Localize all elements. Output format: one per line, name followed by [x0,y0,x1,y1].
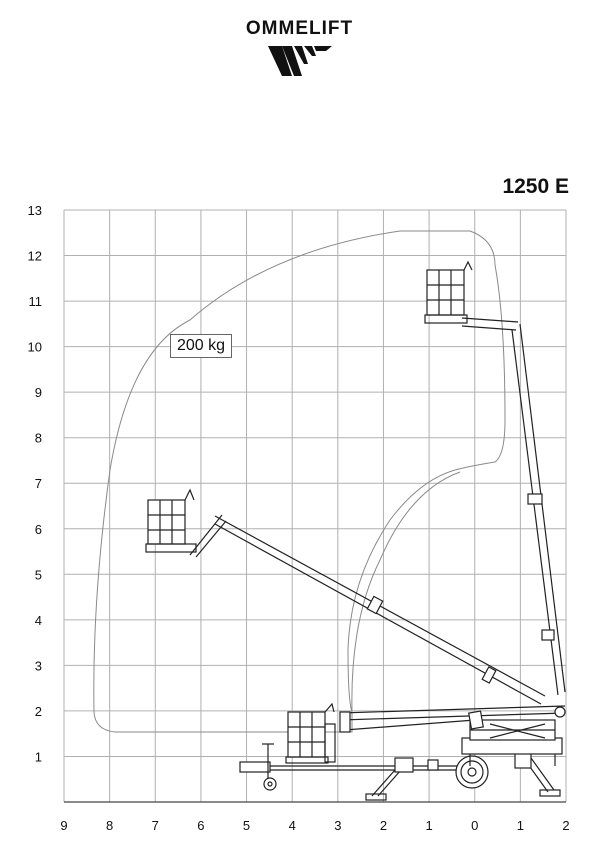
y-tick-label: 4 [34,612,42,628]
x-tick-label: 2 [562,818,570,833]
y-tick-label: 10 [27,339,42,355]
x-tick-label: 4 [288,818,296,833]
x-tick-label: 0 [471,818,479,833]
y-tick-label: 7 [34,476,42,492]
basket-low [286,704,335,763]
x-axis-ticks [60,818,569,833]
x-tick-label: 1 [425,818,433,833]
x-tick-label: 5 [242,818,251,833]
x-tick-label: 7 [151,818,159,833]
model-label: 1250 E [502,175,569,198]
x-tick-label: 6 [197,818,205,833]
y-tick-label: 1 [34,749,42,765]
load-capacity-label: 200 kg [170,334,232,358]
x-tick-label: 9 [60,818,68,833]
y-axis-ticks [28,203,42,764]
y-tick-label: 11 [28,294,42,310]
y-tick-label: 3 [34,658,42,674]
working-envelope-inner [352,472,460,712]
x-tick-label: 8 [106,818,114,833]
boom-vertical [462,318,565,695]
x-tick-label: 2 [379,818,388,833]
y-tick-label: 2 [34,703,42,719]
y-tick-label: 8 [34,430,42,446]
y-tick-label: 5 [34,567,42,583]
y-tick-label: 9 [34,385,42,401]
x-tick-label: 3 [334,818,342,833]
x-tick-label: 1 [516,818,524,833]
y-tick-label: 6 [34,521,42,537]
y-tick-label: 13 [27,203,42,218]
basket-high [425,262,472,323]
y-tick-label: 12 [27,248,42,264]
basket-mid [146,490,196,552]
brand-name: OMMELIFT [245,18,354,39]
boom-diagonal [190,515,545,704]
